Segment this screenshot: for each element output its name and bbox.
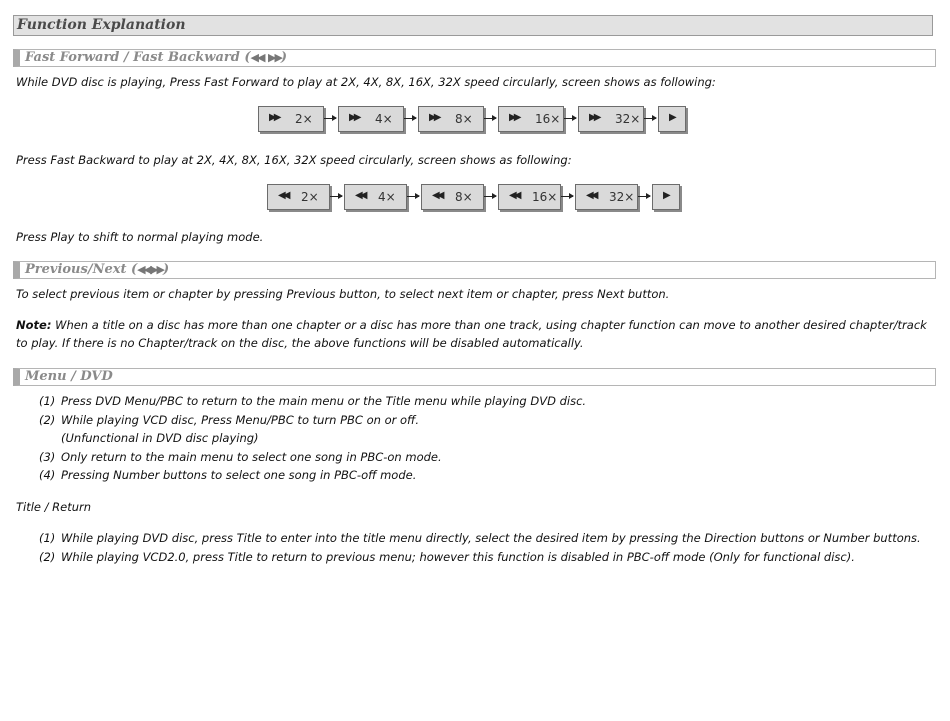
fb-intro-text: Press Fast Backward to play at 2X, 4X, 8X, 16X, 32X speed circularly, screen shows as following: <box>16 153 572 167</box>
list-item <box>39 448 442 466</box>
rewind-icon: ◀◀ <box>432 190 442 201</box>
list-number: (1) <box>39 531 56 545</box>
speed-box <box>578 106 644 132</box>
fast-forward-icon: ▶▶ <box>269 112 279 123</box>
flow-arrow <box>407 196 419 197</box>
speed-box <box>258 106 324 132</box>
speed-box <box>575 184 638 210</box>
page-title: Function Explanation <box>17 17 186 33</box>
speed-label: 2× <box>301 190 319 204</box>
list-text: While playing VCD disc, Press Menu/PBC to turn PBC on or off. <box>61 412 419 427</box>
play-icon: ▶ <box>663 190 671 201</box>
fast-forward-icon: ▶▶ <box>268 51 281 64</box>
list-text: (Unfunctional in DVD disc playing) <box>61 431 259 445</box>
list-text: Pressing Number buttons to select one song in PBC-off mode. <box>61 468 417 482</box>
rewind-icon: ◀◀ <box>355 190 365 201</box>
rewind-icon: ◀◀ <box>586 190 596 201</box>
fast-forward-icon: ▶▶ <box>349 112 359 123</box>
speed-label: 8× <box>455 112 473 126</box>
flow-arrow <box>638 196 650 197</box>
fast-backward-diagram <box>267 184 681 214</box>
list-item <box>39 529 921 547</box>
speed-label: 4× <box>375 112 393 126</box>
list-text: Only return to the main menu to select one song in PBC-on mode. <box>61 449 442 464</box>
title-return-label: Title / Return <box>16 500 92 514</box>
speed-label: 32× <box>615 112 641 126</box>
note-label: Note: <box>16 318 52 332</box>
function-explanation-header <box>13 15 933 36</box>
list-number: (2) <box>39 412 56 427</box>
list-number: (4) <box>39 468 56 482</box>
speed-label: 16× <box>532 190 558 204</box>
list-item <box>39 411 419 429</box>
flow-arrow <box>330 196 342 197</box>
flow-arrow <box>564 118 576 119</box>
speed-label: 4× <box>378 190 396 204</box>
speed-label: 2× <box>295 112 313 126</box>
rewind-icon: ◀◀ <box>250 51 264 64</box>
list-text: Press DVD Menu/PBC to return to the main menu or the Title menu while playing DVD disc. <box>61 394 587 408</box>
fast-forward-icon: ▶▶ <box>589 112 599 123</box>
ff-fb-section-header <box>13 49 936 67</box>
flow-arrow <box>561 196 573 197</box>
speed-box <box>418 106 484 132</box>
speed-box <box>338 106 404 132</box>
speed-box <box>344 184 407 210</box>
menu-dvd-heading: Menu / DVD <box>25 369 113 384</box>
rewind-icon: ◀◀ <box>509 190 519 201</box>
flow-arrow <box>644 118 656 119</box>
list-text: While playing DVD disc, press Title to enter into the title menu directly, select the desired item by pressing the Direction buttons or Number buttons. <box>61 531 921 545</box>
ff-intro-text: While DVD disc is playing, Press Fast Forward to play at 2X, 4X, 8X, 16X, 32X speed circularly, screen shows as following: <box>16 75 716 89</box>
speed-label: 32× <box>609 190 635 204</box>
fast-forward-icon: ▶▶ <box>509 112 519 123</box>
fast-forward-icon: ▶▶ <box>429 112 439 123</box>
flow-arrow <box>404 118 416 119</box>
prev-next-heading: Previous/Next (◀◀▶▶) <box>25 262 170 277</box>
speed-box <box>498 106 564 132</box>
flow-arrow <box>324 118 336 119</box>
list-item <box>39 392 586 410</box>
speed-box <box>498 184 561 210</box>
list-number: (1) <box>39 394 56 408</box>
speed-label: 8× <box>455 190 473 204</box>
speed-label: 16× <box>535 112 561 126</box>
menu-dvd-section-header <box>13 368 936 386</box>
prev-next-description: To select previous item or chapter by pressing Previous button, to select next item or chapter, press Next button. <box>16 287 670 301</box>
note-paragraph <box>16 316 936 352</box>
note-body: When a title on a disc has more than one chapter or a disc has more than one track, using chapter function can move to another desired chapter/track to play. If there is no Chapter/track on the disc, the above functions will be disabled automatically. <box>16 318 927 350</box>
play-note-text: Press Play to shift to normal playing mode. <box>16 230 264 244</box>
list-item <box>39 548 855 566</box>
rewind-icon: ◀◀ <box>278 190 288 201</box>
prev-next-section-header <box>13 261 936 279</box>
play-box <box>658 106 686 132</box>
list-text: While playing VCD2.0, press Title to return to previous menu; however this function is disabled in PBC-off mode (Only for functional disc). <box>61 549 855 564</box>
prev-next-icon: ◀◀▶▶ <box>137 263 164 276</box>
fast-forward-diagram <box>258 106 690 136</box>
flow-arrow <box>484 196 496 197</box>
play-box <box>652 184 680 210</box>
flow-arrow <box>484 118 496 119</box>
list-item <box>39 429 259 447</box>
list-number: (3) <box>39 449 56 464</box>
speed-box <box>421 184 484 210</box>
list-number: (2) <box>39 549 56 564</box>
list-item <box>39 466 416 484</box>
play-icon: ▶ <box>669 112 677 123</box>
speed-box <box>267 184 330 210</box>
ff-fb-heading: Fast Forward / Fast Backward (◀◀ ▶▶) <box>25 50 288 65</box>
